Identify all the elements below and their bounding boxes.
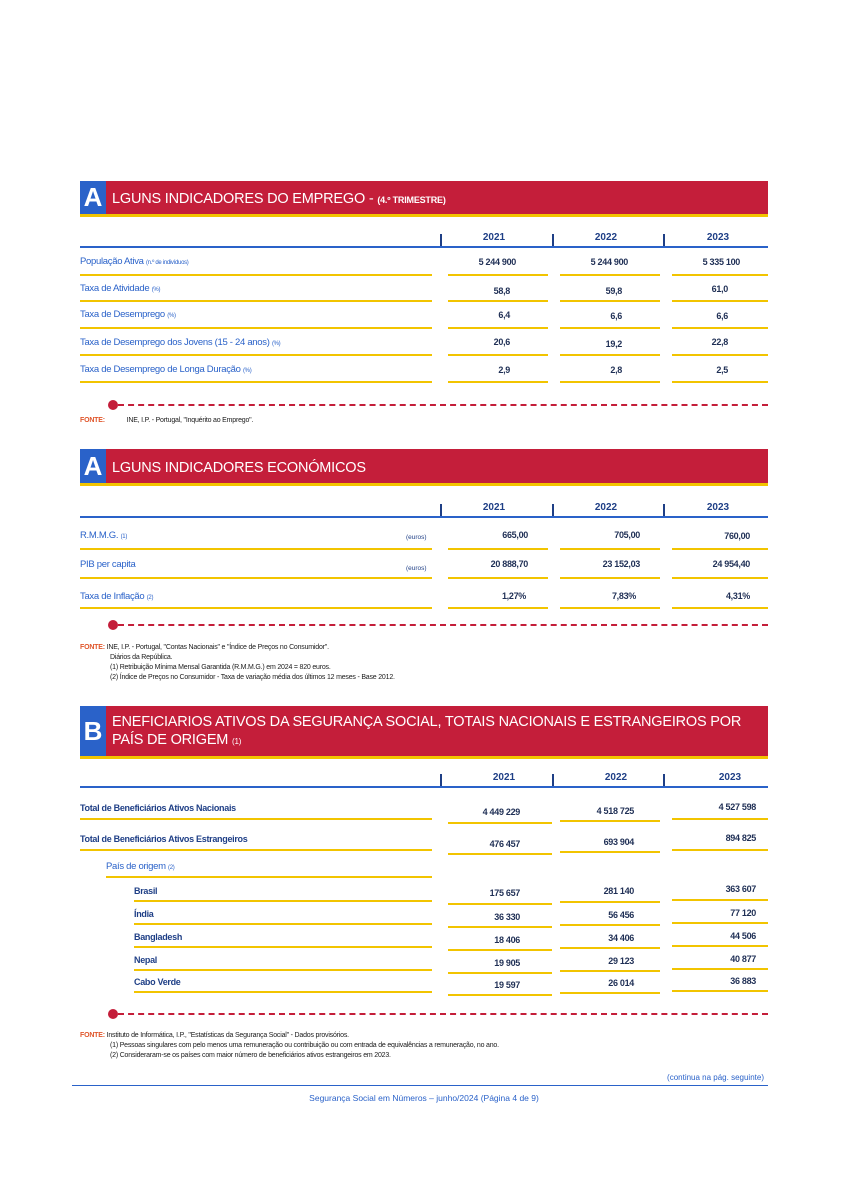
economicos-value: 705,00 bbox=[614, 530, 640, 540]
emprego-year-2022: 2022 bbox=[594, 232, 618, 243]
row-underline bbox=[672, 577, 768, 579]
row-unit: (n.º de indivíduos) bbox=[145, 260, 189, 266]
fonte-line: (1) Pessoas singulares com pelo menos uma remuneração ou contribuição ou com entrada de equivalências a remuneração, no ano. bbox=[110, 1042, 499, 1049]
country-value: 18 406 bbox=[494, 935, 520, 945]
beneficiarios-total-label: Total de Beneficiários Ativos Nacionais bbox=[80, 803, 236, 813]
row-underline bbox=[448, 300, 548, 302]
row-underline bbox=[448, 949, 552, 951]
country-value: 40 877 bbox=[730, 954, 756, 964]
emprego-value: 6,6 bbox=[716, 311, 728, 321]
emprego-value: 5 335 100 bbox=[702, 257, 740, 267]
row-underline bbox=[134, 991, 432, 993]
row-underline bbox=[560, 354, 660, 356]
emprego-subtitle: (4.º TRIMESTRE) bbox=[377, 195, 446, 205]
row-unit: (%) bbox=[167, 313, 176, 319]
beneficiarios-banner-title bbox=[112, 713, 760, 751]
emprego-title-text: LGUNS INDICADORES DO EMPREGO - bbox=[112, 191, 374, 207]
divider-dashes bbox=[118, 624, 768, 626]
divider-dot bbox=[108, 620, 118, 630]
row-underline bbox=[672, 274, 768, 276]
row-underline bbox=[672, 968, 768, 970]
row-underline bbox=[106, 876, 432, 878]
divider-dot bbox=[108, 1009, 118, 1019]
row-underline bbox=[80, 607, 432, 609]
beneficiarios-year-2022: 2022 bbox=[604, 772, 628, 783]
fonte-label: FONTE: bbox=[80, 1032, 105, 1039]
country-value: 56 456 bbox=[608, 910, 634, 920]
continua-note: (continua na pág. seguinte) bbox=[667, 1073, 764, 1082]
row-underline bbox=[448, 327, 548, 329]
emprego-value: 5 244 900 bbox=[478, 257, 516, 267]
country-value: 29 123 bbox=[608, 956, 634, 966]
economicos-value: 4,31% bbox=[725, 591, 750, 601]
row-underline bbox=[448, 607, 548, 609]
row-underline bbox=[80, 381, 432, 383]
row-label-text: Taxa de Atividade bbox=[80, 283, 150, 294]
row-underline bbox=[560, 607, 660, 609]
row-underline bbox=[672, 381, 768, 383]
row-underline bbox=[448, 994, 552, 996]
emprego-value: 22,8 bbox=[711, 337, 728, 347]
row-underline bbox=[560, 274, 660, 276]
title-note: (1) bbox=[232, 737, 242, 746]
emprego-year-2021: 2021 bbox=[482, 232, 506, 243]
country-value: 363 607 bbox=[725, 884, 756, 894]
col-separator bbox=[663, 234, 665, 246]
emprego-divider bbox=[80, 400, 768, 410]
col-separator bbox=[552, 234, 554, 246]
emprego-value: 59,8 bbox=[605, 286, 622, 296]
emprego-value: 2,8 bbox=[610, 365, 622, 375]
fonte-line: (1) Retribuição Mínima Mensal Garantida (R.M.M.G.) em 2024 = 820 euros. bbox=[110, 664, 331, 671]
row-underline bbox=[560, 851, 660, 853]
emprego-value: 61,0 bbox=[711, 284, 728, 294]
pais-origem-note: (2) bbox=[168, 865, 175, 871]
row-label-text: PIB per capita bbox=[80, 559, 136, 570]
row-underline bbox=[560, 992, 660, 994]
row-underline bbox=[560, 577, 660, 579]
row-underline bbox=[80, 548, 432, 550]
page-footer: Segurança Social em Números – junho/2024 (Página 4 de 9) bbox=[309, 1093, 539, 1103]
economicos-value: 760,00 bbox=[724, 531, 750, 541]
emprego-banner bbox=[80, 181, 768, 217]
fonte-line: (2) Índice de Preços no Consumidor - Taxa de variação média dos últimos 12 meses - Base 2012. bbox=[110, 674, 395, 681]
economicos-source bbox=[80, 643, 395, 683]
row-underline bbox=[448, 926, 552, 928]
row-label-text: R.M.M.G. bbox=[80, 530, 119, 541]
economicos-divider bbox=[80, 620, 768, 630]
row-underline bbox=[134, 900, 432, 902]
beneficiarios-banner-letter: B bbox=[80, 706, 106, 756]
pais-origem-label bbox=[106, 861, 174, 872]
col-separator bbox=[440, 234, 442, 246]
row-underline bbox=[134, 923, 432, 925]
economicos-row-label bbox=[80, 591, 153, 602]
row-underline bbox=[448, 548, 548, 550]
country-value: 36 330 bbox=[494, 912, 520, 922]
emprego-row-label bbox=[80, 364, 251, 375]
row-underline bbox=[560, 327, 660, 329]
economicos-value: 7,83% bbox=[611, 591, 636, 601]
emprego-banner-letter: A bbox=[80, 181, 106, 214]
row-unit: (%) bbox=[242, 368, 252, 374]
economicos-year-2021: 2021 bbox=[482, 502, 506, 513]
row-underline bbox=[672, 327, 768, 329]
row-unit: (%) bbox=[151, 287, 161, 293]
col-separator bbox=[663, 774, 665, 786]
title-line2-text: PAÍS DE ORIGEM bbox=[112, 732, 229, 748]
emprego-value: 2,5 bbox=[716, 365, 728, 375]
beneficiarios-year-2023: 2023 bbox=[718, 772, 742, 783]
row-underline bbox=[448, 354, 548, 356]
economicos-value: 665,00 bbox=[502, 530, 528, 540]
country-value: 77 120 bbox=[730, 908, 756, 918]
fonte-text: INE, I.P. - Portugal, "Inquérito ao Emprego". bbox=[126, 417, 254, 424]
emprego-value: 2,9 bbox=[498, 365, 510, 375]
row-underline bbox=[672, 922, 768, 924]
footer-divider bbox=[72, 1085, 768, 1086]
economicos-row-label bbox=[80, 530, 127, 541]
row-underline bbox=[80, 327, 432, 329]
col-separator bbox=[440, 504, 442, 516]
economicos-year-2022: 2022 bbox=[594, 502, 618, 513]
emprego-table bbox=[80, 232, 768, 392]
emprego-year-2023: 2023 bbox=[706, 232, 730, 243]
row-underline bbox=[672, 945, 768, 947]
country-label: Cabo Verde bbox=[134, 977, 181, 987]
row-underline bbox=[672, 548, 768, 550]
country-value: 175 657 bbox=[489, 888, 520, 898]
beneficiarios-banner bbox=[80, 706, 768, 759]
beneficiarios-title-line2 bbox=[112, 731, 760, 751]
beneficiarios-value: 4 449 229 bbox=[482, 807, 520, 817]
row-label-text: População Ativa bbox=[80, 256, 144, 267]
row-underline bbox=[560, 901, 660, 903]
beneficiarios-header-row bbox=[80, 772, 768, 788]
emprego-row-label bbox=[80, 337, 280, 348]
row-underline bbox=[672, 899, 768, 901]
row-underline bbox=[448, 903, 552, 905]
economicos-banner-title: LGUNS INDICADORES ECONÓMICOS bbox=[112, 460, 366, 476]
emprego-value: 20,6 bbox=[493, 337, 510, 347]
emprego-value: 6,4 bbox=[498, 310, 510, 320]
economicos-banner-letter: A bbox=[80, 449, 106, 483]
row-underline bbox=[560, 300, 660, 302]
row-underline bbox=[672, 354, 768, 356]
economicos-row-label bbox=[80, 559, 135, 570]
emprego-row-label bbox=[80, 256, 189, 267]
beneficiarios-value: 476 457 bbox=[489, 839, 520, 849]
row-underline bbox=[80, 849, 432, 851]
row-label-text: Taxa de Desemprego bbox=[80, 309, 165, 320]
row-underline bbox=[80, 354, 432, 356]
row-underline bbox=[80, 274, 432, 276]
country-label: Índia bbox=[134, 909, 154, 919]
pais-origem-text: País de origem bbox=[106, 861, 166, 872]
fonte-line: INE, I.P. - Portugal, "Contas Nacionais" e "Índice de Preços no Consumidor". bbox=[106, 644, 329, 651]
country-label: Nepal bbox=[134, 955, 158, 965]
economicos-unit: (euros) bbox=[406, 565, 427, 572]
economicos-unit: (euros) bbox=[406, 534, 427, 541]
beneficiarios-title-line1: ENEFICIARIOS ATIVOS DA SEGURANÇA SOCIAL, TOTAIS NACIONAIS E ESTRANGEIROS POR bbox=[112, 714, 742, 730]
row-underline bbox=[672, 818, 768, 820]
row-underline bbox=[448, 853, 552, 855]
row-underline bbox=[672, 990, 768, 992]
row-underline bbox=[560, 820, 660, 822]
row-underline bbox=[672, 607, 768, 609]
row-underline bbox=[448, 972, 552, 974]
emprego-value: 5 244 900 bbox=[590, 257, 628, 267]
fonte-line: Diários da República. bbox=[110, 654, 173, 661]
country-value: 281 140 bbox=[603, 886, 634, 896]
beneficiarios-year-2021: 2021 bbox=[492, 772, 516, 783]
beneficiarios-divider bbox=[80, 1009, 768, 1019]
row-underline bbox=[80, 577, 432, 579]
divider-dashes bbox=[118, 1013, 768, 1015]
emprego-header-row bbox=[80, 232, 768, 248]
emprego-value: 19,2 bbox=[605, 339, 622, 349]
row-underline bbox=[560, 924, 660, 926]
economicos-value: 20 888,70 bbox=[490, 559, 528, 569]
row-note: (2) bbox=[146, 595, 154, 601]
beneficiarios-value: 4 527 598 bbox=[718, 802, 756, 812]
country-label: Bangladesh bbox=[134, 932, 183, 942]
row-unit: (%) bbox=[271, 341, 281, 347]
country-value: 44 506 bbox=[730, 931, 756, 941]
country-value: 19 597 bbox=[494, 980, 520, 990]
row-underline bbox=[448, 274, 548, 276]
row-label-text: Taxa de Inflação bbox=[80, 591, 145, 602]
col-separator bbox=[552, 504, 554, 516]
row-underline bbox=[134, 969, 432, 971]
row-label-text: Taxa de Desemprego de Longa Duração bbox=[80, 364, 241, 375]
row-underline bbox=[560, 970, 660, 972]
emprego-banner-title bbox=[112, 191, 760, 207]
emprego-source bbox=[80, 416, 253, 426]
beneficiarios-value: 4 518 725 bbox=[596, 806, 634, 816]
row-underline bbox=[448, 822, 552, 824]
economicos-value: 24 954,40 bbox=[712, 559, 750, 569]
row-underline bbox=[80, 818, 432, 820]
economicos-year-2023: 2023 bbox=[706, 502, 730, 513]
emprego-value: 58,8 bbox=[493, 286, 510, 296]
row-note: (1) bbox=[120, 534, 128, 540]
row-label-text: Taxa de Desemprego dos Jovens (15 - 24 anos) bbox=[80, 337, 270, 348]
beneficiarios-value: 693 904 bbox=[603, 837, 634, 847]
country-label: Brasil bbox=[134, 886, 158, 896]
economicos-banner bbox=[80, 449, 768, 486]
divider-dot bbox=[108, 400, 118, 410]
beneficiarios-value: 894 825 bbox=[725, 833, 756, 843]
row-underline bbox=[448, 577, 548, 579]
economicos-header-row bbox=[80, 502, 768, 518]
row-underline bbox=[560, 947, 660, 949]
country-value: 26 014 bbox=[608, 978, 634, 988]
country-value: 36 883 bbox=[730, 976, 756, 986]
fonte-label: FONTE: bbox=[80, 417, 105, 424]
beneficiarios-table bbox=[80, 772, 768, 998]
beneficiarios-total-label: Total de Beneficiários Ativos Estrangeiros bbox=[80, 834, 248, 844]
beneficiarios-source bbox=[80, 1031, 499, 1061]
col-separator bbox=[552, 774, 554, 786]
emprego-row-label bbox=[80, 283, 160, 294]
row-underline bbox=[560, 381, 660, 383]
country-value: 19 905 bbox=[494, 958, 520, 968]
economicos-table bbox=[80, 502, 768, 612]
col-separator bbox=[440, 774, 442, 786]
row-underline bbox=[560, 548, 660, 550]
economicos-value: 23 152,03 bbox=[602, 559, 640, 569]
economicos-value: 1,27% bbox=[501, 591, 526, 601]
fonte-label: FONTE: bbox=[80, 644, 105, 651]
row-underline bbox=[448, 381, 548, 383]
emprego-value: 6,6 bbox=[610, 311, 622, 321]
col-separator bbox=[663, 504, 665, 516]
row-underline bbox=[80, 300, 432, 302]
row-underline bbox=[672, 849, 768, 851]
row-underline bbox=[134, 946, 432, 948]
emprego-row-label bbox=[80, 309, 176, 320]
fonte-line: (2) Consideraram-se os países com maior número de beneficiários ativos estrangeiros em 2023. bbox=[110, 1052, 391, 1059]
fonte-line: Instituto de Informática, I.P., "Estatísticas da Segurança Social" - Dados provisórios. bbox=[106, 1032, 349, 1039]
divider-dashes bbox=[118, 404, 768, 406]
country-value: 34 406 bbox=[608, 933, 634, 943]
row-underline bbox=[672, 300, 768, 302]
